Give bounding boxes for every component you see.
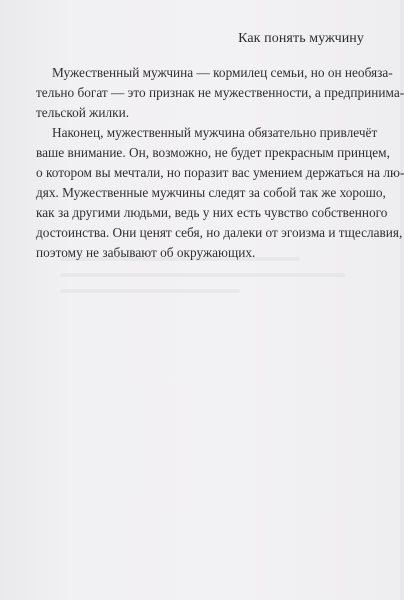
paragraph-line: как за другими людьми, ведь у них есть чувство собственного [36, 205, 388, 220]
paragraph-2 [36, 123, 404, 263]
paragraph-line: тельно богат — это признак не мужественности, а предпринима- [36, 85, 404, 100]
paragraph-line: о котором вы мечтали, но поразит вас умением держаться на лю- [36, 165, 404, 180]
paragraph-line: Наконец, мужественный мужчина обязательно привлечёт [52, 125, 378, 140]
paragraph-line: достоинства. Они ценят себя, но далеки от эгоизма и тщеславия, [36, 225, 403, 240]
running-header: Как понять мужчину [238, 31, 364, 46]
body-text [36, 63, 404, 263]
paragraph-line: Мужественный мужчина — кормилец семьи, но он необяза- [52, 65, 393, 80]
paragraph-line: дях. Мужественные мужчины следят за собой так же хорошо, [36, 185, 386, 200]
paragraph-line: тельской жилки. [36, 105, 130, 120]
paragraph-line: поэтому не забывают об окружающих. [36, 245, 256, 260]
paragraph-line: ваше внимание. Он, возможно, не будет прекрасным принцем, [36, 145, 390, 160]
paragraph-1 [36, 63, 404, 123]
